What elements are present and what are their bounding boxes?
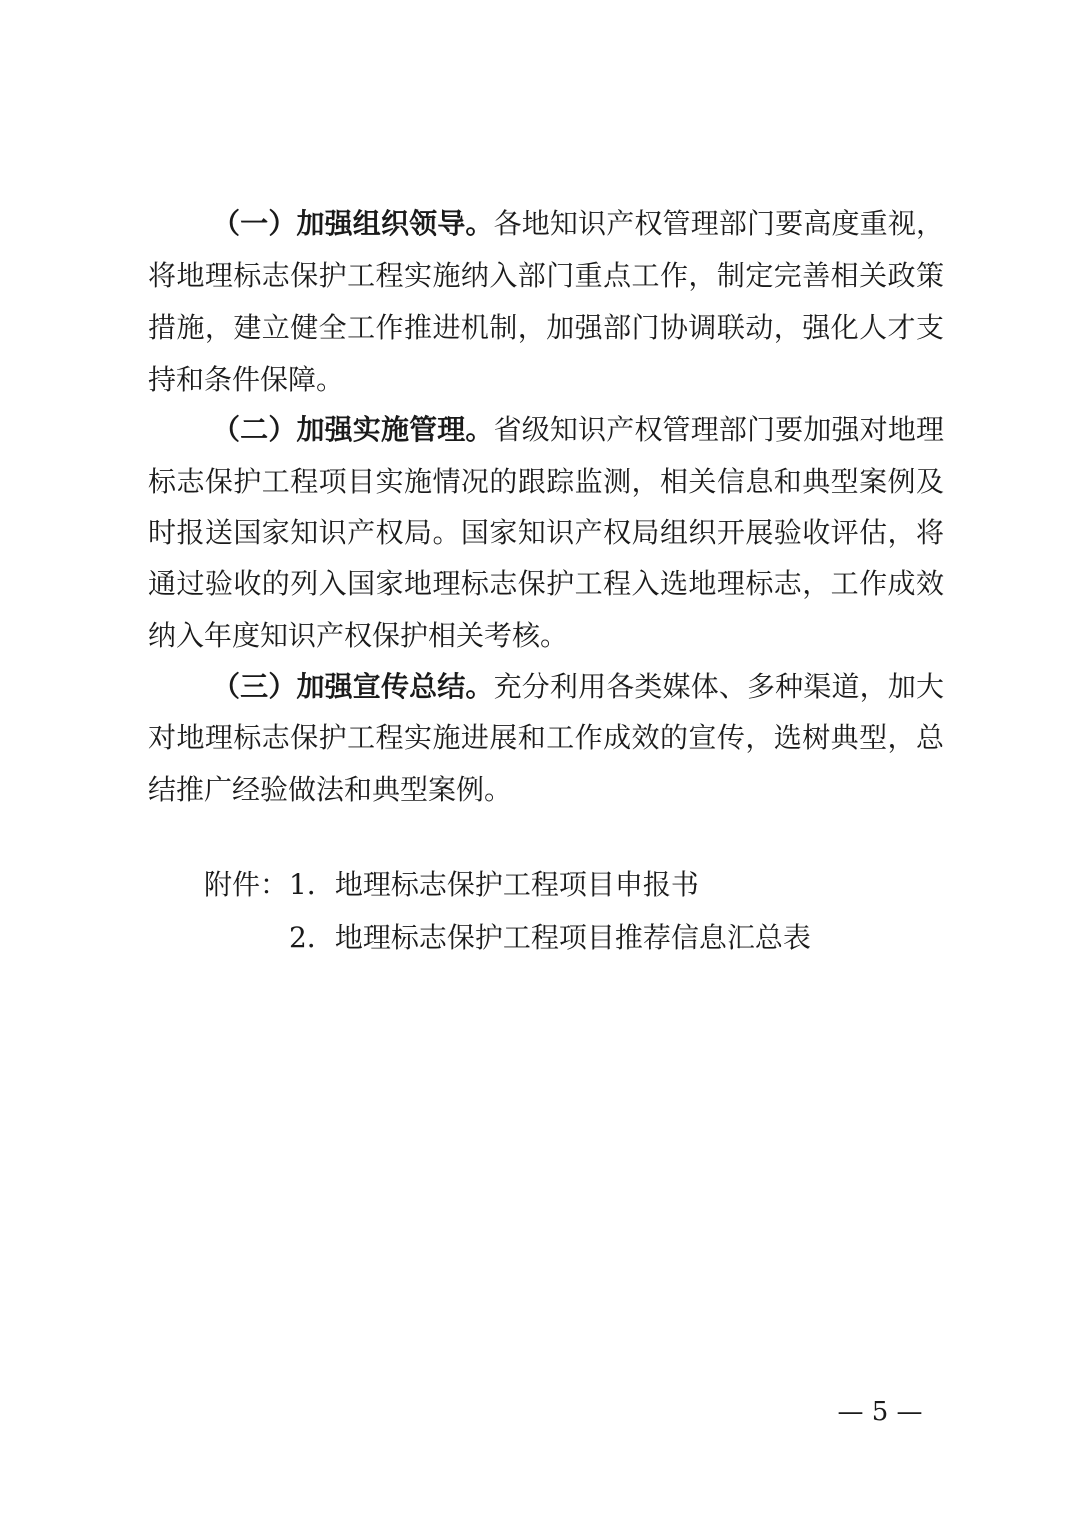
attachments-label: 附件： <box>204 868 289 901</box>
section-1-text: 各地知识产权管理部门要高度重视， <box>493 207 944 240</box>
section-1-line-3: 措施，建立健全工作推进机制，加强部门协调联动，强化人才支 <box>148 311 944 344</box>
section-2-heading: （二）加强实施管理。 <box>212 413 494 446</box>
section-2-line-4: 通过验收的列入国家地理标志保护工程入选地理标志，工作成效 <box>148 567 944 600</box>
attachment-item-2: 2．地理标志保护工程项目推荐信息汇总表 <box>289 921 811 954</box>
section-1-line-2: 将地理标志保护工程实施纳入部门重点工作，制定完善相关政策 <box>148 259 944 292</box>
section-1-line-1 <box>212 198 944 250</box>
attachment-item-1: 1．地理标志保护工程项目申报书 <box>289 868 699 901</box>
section-1-line-4: 持和条件保障。 <box>148 363 345 396</box>
section-2-line-2: 标志保护工程项目实施情况的跟踪监测，相关信息和典型案例及 <box>148 465 944 498</box>
page-number: — 5 — <box>837 1397 923 1427</box>
section-2-text: 省级知识产权管理部门要加强对地理 <box>493 413 944 446</box>
section-2-line-3: 时报送国家知识产权局。国家知识产权局组织开展验收评估，将 <box>148 516 944 549</box>
section-2-line-5: 纳入年度知识产权保护相关考核。 <box>148 619 569 652</box>
section-3-line-3: 结推广经验做法和典型案例。 <box>148 773 513 806</box>
section-3-line-1 <box>212 661 944 713</box>
section-3-text: 充分利用各类媒体、多种渠道，加大 <box>493 670 944 703</box>
section-3-heading: （三）加强宣传总结。 <box>212 670 494 703</box>
section-1-heading: （一）加强组织领导。 <box>212 207 494 240</box>
section-3-line-2: 对地理标志保护工程实施进展和工作成效的宣传，选树典型，总 <box>148 721 944 754</box>
section-2-line-1 <box>212 404 944 456</box>
